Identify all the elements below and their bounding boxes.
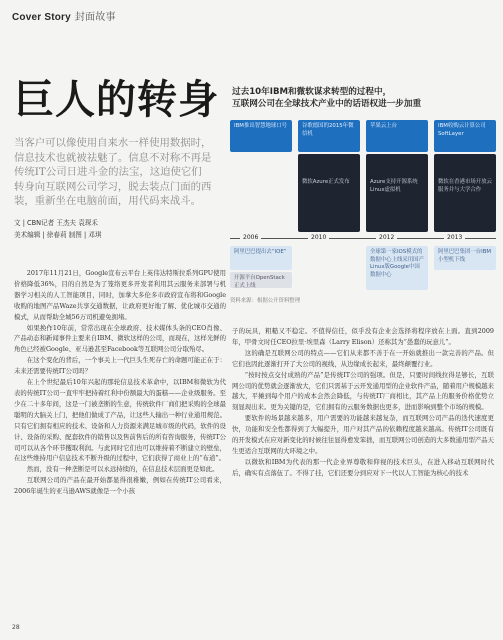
body-paragraph: 2017年11月21日，Google宣布云平台上英伟达特斯拉系列GPU使用价格降低36%，目的自然是为了笼络更多开发者利用其云服务来部署与机器学习相关的人工智能项目，同时，加拿大多伦多市政府宣布将和Google收购的地图产品Waze共享交通数据，让政府更好地了解、优化城市交通的模式，从而帮助全城56万司机避免拥堵。: [14, 269, 226, 321]
timeline-box: 微软Azure正式发布: [298, 154, 360, 232]
body-paragraph: 然而，没有一种垄断是可以永远持续的，在信息技术层面更是如此。: [26, 465, 219, 474]
chart-credit: 资料来源：根据公开资料整理: [230, 298, 301, 304]
body-paragraph: 要软件的场景越来越多，用户需要的功能越来越复杂，而互联网公司产品的迭代速度更快，功能和安全性都得到了大幅提升，用户对其产品的依赖程度越来越高。传统IT公司既有的开发模式在应对新变化的时候往往显得愈发笨拙，而互联网公司创造的大多数通用型产品天生更适合互联网的大环境之中。: [232, 414, 495, 455]
body-paragraph: 在上个世纪最后10年兴起的那轮信息技术革命中，以IBM和微软为代表的传统IT公司一直牢牢把持着红利中份额最大的蛋糕——企业级服务。至少在二十多年间，这是一门被垄断的生意，传统软件厂商们把采购的全球最聪明的大脑关上门，把他们做成了产品，让这些人输出一种行业通用规范。只有它们拥有相应的技术、设备和人力资源来满足城市级的代码，软件的设计、设备的采购、配套软件的销售以及售前售后的所有咨询服务，传统IT公司可以从各个环节攫取利润。与此同时它们也可以维持着不断建立的壁垒，在这些维持用户信息技术不断升级的过程中，它们获得了商业上的“布道”。: [14, 378, 226, 463]
timeline-box: 微软在香港市场开放云服务并与大学合作: [434, 154, 496, 232]
page-number: 28: [12, 624, 20, 631]
timeline-year: 2006: [240, 234, 261, 241]
timeline-year: 2010: [308, 234, 329, 241]
headline: 巨人的转身: [14, 77, 219, 123]
body-paragraph: 在这个变化的背后，一个事关上一代巨头生死存亡的命题可能正在于：未来还需要传统IT公司吗？: [14, 356, 226, 376]
timeline-box: 阿里巴巴提出去“IOE”: [230, 246, 292, 270]
section-label-en: Cover Story: [12, 12, 71, 23]
byline-author: 文 | CBN记者 王杰夫 袁琛禾: [14, 219, 99, 227]
subhead-line: 互联网公司在全球技术产业中的话语权进一步加重: [232, 99, 422, 109]
body-paragraph: “按时按点交付成熟的产品”是传统IT公司的强项。但是，只要时间线拉得足够长，互联网公司的优势就会逐渐放大，它们只需基于云开发通用型的企业软件产品，随着用户规模越来越大，平摊到每个用户的成本会然会降低，与传统IT厂商相比，其产品上的服务价格优势立刻显现出来。更为关键的是，它们拥有的云服务数据也更多，进而影响到整个市场的规模。: [232, 370, 495, 412]
body-paragraph: 子的玩具，粗糙又不稳定。不值得信任，似乎没有企业会选择将程序放在上面。直到2009年，甲骨文时任CEO拉里·埃里森（Larry Elison）还称其为“愚蠢的玩意儿”。: [232, 327, 494, 346]
body-paragraph: 如果换作10年前，常常出现在全球政府、技术媒体头条的CEO肖像、产品动态和新闻事件主要来自IBM、微软这样的公司，而现在，这样光鲜的角色已经被Google、亚马逊甚至Facebook等互联网公司分取殆尽。: [14, 323, 226, 354]
timeline-box: 苹果云上台: [366, 120, 428, 152]
timeline-box: 阿里巴巴集团一台IBM小型机下线: [434, 246, 496, 270]
timeline-box: IBM收购云计算公司SoftLayer: [434, 120, 496, 152]
subhead-line: 过去10年IBM和微软谋求转型的过程中，: [232, 87, 392, 97]
section-label-cn: 封面故事: [74, 12, 116, 23]
body-paragraph: 以微软和IBM为代表的那一代企业界尊敬和仰视的技术巨头，在进入移动互联网时代后，确实有点落伍了。不得了挂，它们还要分到应对下一代以人工智能为核心的技术: [232, 457, 494, 477]
timeline-box: 开源平台OpenStack正式上线: [230, 272, 292, 288]
timeline-box: IBM推出智慧地球口号: [230, 120, 292, 152]
timeline-box: 谷歌德国的2015年微信机: [298, 120, 360, 152]
timeline-infographic: [230, 120, 496, 290]
byline-editor: 美术编辑 | 徐春莉 制图 | 邓琪: [14, 231, 102, 239]
subhead: [232, 86, 494, 110]
section-label: [12, 8, 116, 23]
timeline-year: 2013: [444, 234, 465, 241]
body-column-right: [232, 326, 494, 479]
byline: [14, 217, 214, 241]
body-column-left: [14, 268, 226, 497]
body-paragraph: 互联网公司的产品在最开始都显得很稚嫩，例如在传统IT公司看来，2006年诞生的亚马逊AWS就像是一个小孩: [14, 476, 226, 496]
body-paragraph: 这的确是互联网公司的特点——它们从来都不善于在一开始就推出一款完善的产品。但它们也因此逐渐打开了大公司的视线，从边缘成长起来，最终颠覆行业。: [232, 348, 494, 368]
timeline-year: 2012: [376, 234, 397, 241]
intro-paragraph: 当客户可以像使用自来水一样使用数据时，信息技术也就被祛魅了。信息不对称不再是传统IT公司日进斗金的法宝，这迫使它们转身向互联网公司学习，脱去装点门面的西装，重新坐在电脑前面，用代码来战斗。: [14, 137, 212, 207]
timeline-box: Azure支持开源系统Linux虚拟机: [366, 154, 428, 232]
timeline-box: 全球第一家IOS模式的数据中心上线采用国产Linux版Google中国数据中心: [366, 246, 428, 290]
